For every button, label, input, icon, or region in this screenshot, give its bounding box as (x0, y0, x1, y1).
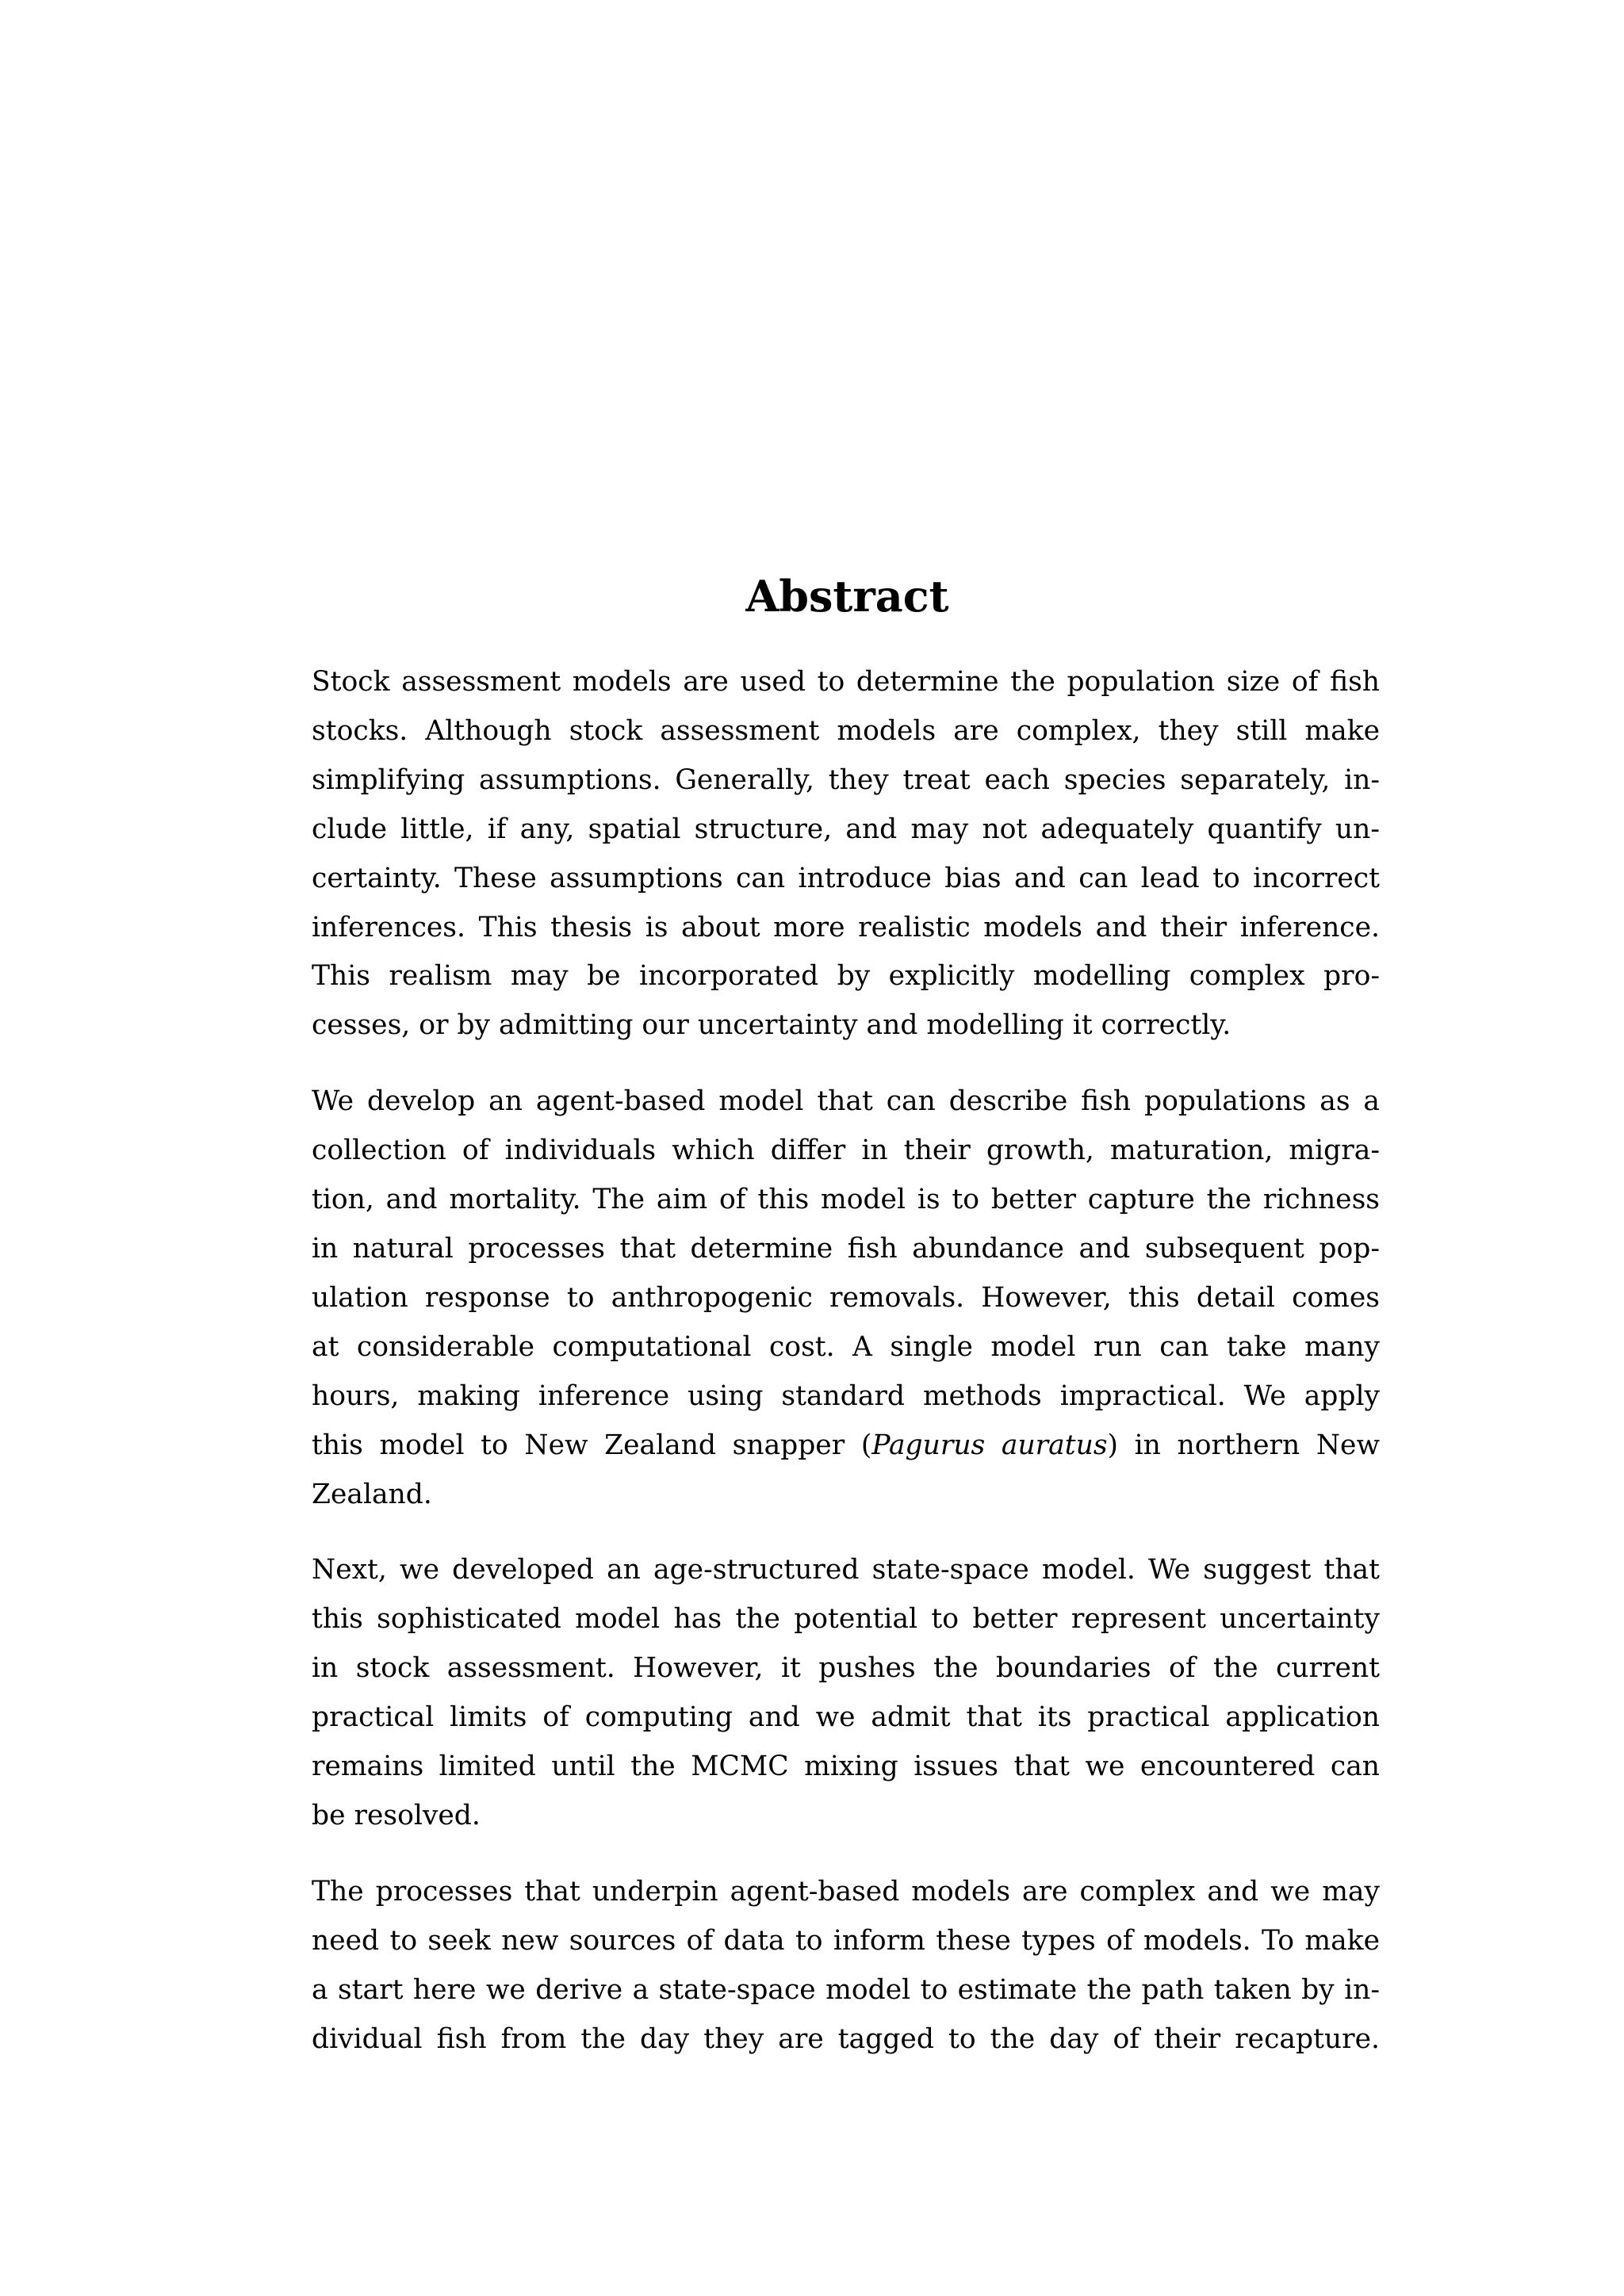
text-line: inferences. This thesis is about more realistic models and their inference. (312, 911, 1380, 943)
abstract-body (312, 658, 1380, 2091)
species-name: Pagurus auratus (871, 1429, 1108, 1461)
text-line: collection of individuals which differ in their growth, maturation, migra- (312, 1135, 1380, 1167)
text-fragment: ) in northern New (1107, 1429, 1380, 1461)
text-line: clude little, if any, spatial structure, and may not adequately quantify un- (312, 813, 1380, 845)
text-line: this sophisticated model has the potential to better represent uncertainty (312, 1603, 1380, 1636)
text-line: be resolved. (312, 1799, 481, 1831)
text-line: This realism may be incorporated by explicitly modelling complex pro- (312, 960, 1380, 993)
text-line: cesses, or by admitting our uncertainty and modelling it correctly. (312, 1009, 1231, 1042)
text-line: in stock assessment. However, it pushes the boundaries of the current (312, 1652, 1380, 1685)
text-fragment: this model to New Zealand snapper ( (312, 1429, 872, 1461)
text-line: simplifying assumptions. Generally, they treat each species separately, in- (312, 763, 1380, 796)
text-line: We develop an agent-based model that can describe fish populations as a (312, 1085, 1380, 1118)
text-line: dividual fish from the day they are tagged to the day of their recapture. (312, 2022, 1380, 2055)
text-line: Zealand. (312, 1478, 432, 1510)
text-line: practical limits of computing and we admit that its practical application (312, 1701, 1380, 1734)
text-line: need to seek new sources of data to inform these types of models. To make (312, 1924, 1380, 1957)
text-line: certainty. These assumptions can introduce bias and can lead to incorrect (312, 862, 1380, 894)
text-line: in natural processes that determine fish abundance and subsequent pop- (312, 1232, 1380, 1265)
text-line: a start here we derive a state-space model to estimate the path taken by in- (312, 1973, 1380, 2006)
text-line-species (312, 1422, 1380, 1471)
text-line: Next, we developed an age-structured state-space model. We suggest that (312, 1554, 1380, 1586)
text-line: tion, and mortality. The aim of this model is to better capture the richness (312, 1184, 1380, 1216)
text-line: remains limited until the MCMC mixing issues that we encountered can (312, 1751, 1380, 1783)
text-line: stocks. Although stock assessment models are complex, they still make (312, 714, 1380, 747)
text-line: The processes that underpin agent-based models are complex and we may (312, 1875, 1380, 1908)
text-line: Stock assessment models are used to determine the population size of fish (312, 666, 1380, 698)
paragraph-4 (312, 1868, 1380, 2064)
abstract-heading: Abstract (745, 571, 949, 622)
paragraph-1 (312, 658, 1380, 1050)
text-line: ulation response to anthropogenic removals. However, this detail comes (312, 1281, 1380, 1314)
paragraph-3 (312, 1546, 1380, 1840)
text-line: at considerable computational cost. A single model run can take many (312, 1330, 1380, 1363)
paragraph-2 (312, 1077, 1380, 1519)
text-line: hours, making inference using standard methods impractical. We apply (312, 1380, 1380, 1412)
